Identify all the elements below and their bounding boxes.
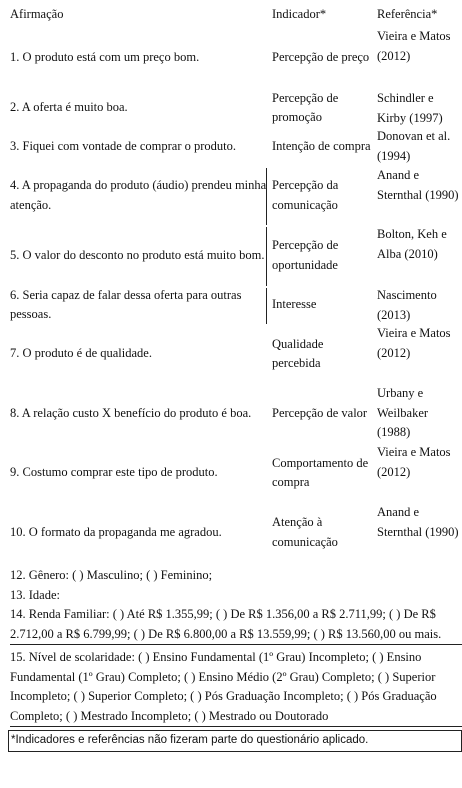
row-statement: 10. O formato da propaganda me agradou. — [10, 524, 222, 539]
row-indicator: Comportamento de compra — [272, 455, 369, 489]
row-indicator: Percepção de oportunidade — [272, 238, 339, 272]
row-reference: Bolton, Keh e Alba (2010) — [377, 227, 447, 261]
extra-questions — [10, 566, 458, 752]
question-age: 13. Idade: — [10, 587, 60, 602]
table-row — [10, 127, 458, 166]
table-body — [10, 27, 458, 562]
table-row — [10, 225, 458, 286]
row-indicator: Percepção de promoção — [272, 90, 339, 124]
row-statement: 1. O produto está com um preço bom. — [10, 50, 200, 65]
row-indicator: Percepção da comunicação — [272, 178, 339, 212]
row-indicator: Intenção de compra — [272, 138, 371, 153]
table-row — [10, 89, 458, 127]
row-reference: Schindler e Kirby (1997) — [377, 91, 443, 125]
row-statement: 8. A relação custo X benefício do produto é boa. — [10, 405, 252, 420]
questionnaire-table — [10, 5, 458, 752]
row-statement: 4. A propaganda do produto (áudio) prendeu minha atenção. — [10, 178, 267, 212]
table-row — [10, 503, 458, 562]
column-divider — [266, 227, 267, 286]
row-statement: 3. Fiquei com vontade de comprar o produto. — [10, 138, 236, 153]
row-reference: Vieira e Matos (2012) — [377, 29, 451, 63]
row-statement: 9. Costumo comprar este tipo de produto. — [10, 465, 218, 480]
row-indicator: Percepção de valor — [272, 405, 368, 420]
row-reference: Urbany e Weilbaker (1988) — [377, 386, 429, 439]
row-statement: 6. Seria capaz de falar dessa oferta para outras pessoas. — [10, 287, 242, 321]
row-reference: Anand e Sternthal (1990) — [377, 505, 459, 539]
row-statement: 7. O produto é de qualidade. — [10, 346, 152, 361]
row-indicator: Qualidade percebida — [272, 336, 324, 370]
header-indicator: Indicador* — [272, 7, 327, 21]
header-reference: Referência* — [377, 7, 438, 21]
row-reference: Anand e Sternthal (1990) — [377, 168, 459, 202]
question-gender: 12. Gênero: ( ) Masculino; ( ) Feminino; — [10, 568, 213, 582]
row-reference: Vieira e Matos (2012) — [377, 445, 451, 479]
question-education: 15. Nível de scolaridade: ( ) Ensino Fundamental (1º Grau) Incompleto; ( ) Ensino Fundamental (1º Grau) Completo; ( ) Ensino Médio (2º Grau) Completo; ( ) Superior Incompleto; ( ) Superior Completo; ( ) Pós Graduação Incompleto; ( ) Pós Graduação Completo; ( ) Mestrado Incompleto; ( ) Mestrado ou Doutorado — [10, 650, 437, 723]
row-statement: 2. A oferta é muito boa. — [10, 100, 128, 115]
row-indicator: Percepção de preço — [272, 50, 370, 65]
table-header — [10, 5, 458, 27]
row-indicator: Interesse — [272, 297, 317, 312]
header-statement: Afirmação — [10, 7, 64, 21]
row-indicator: Atenção à comunicação — [272, 515, 338, 549]
row-reference: Donovan et al. (1994) — [377, 129, 451, 163]
table-row — [10, 384, 458, 443]
footnote: *Indicadores e referências não fizeram parte do questionário aplicado. — [11, 734, 369, 746]
row-reference: Vieira e Matos (2012) — [377, 326, 451, 360]
column-divider — [266, 168, 267, 225]
table-row — [10, 286, 458, 324]
table-row — [10, 166, 458, 225]
row-statement: 5. O valor do desconto no produto está muito bom. — [10, 247, 265, 262]
table-row — [10, 443, 458, 503]
table-row — [10, 27, 458, 89]
column-divider — [266, 288, 267, 324]
row-reference: Nascimento (2013) — [377, 288, 437, 322]
table-row — [10, 324, 458, 384]
question-income: 14. Renda Familiar: ( ) Até R$ 1.355,99; ( ) De R$ 1.356,00 a R$ 2.711,99; ( ) De R$ 2.712,00 a R$ 6.799,99; ( ) De R$ 6.800,00 a R$ 13.559,99; ( ) R$ 13.560,00 ou mais. — [10, 607, 442, 641]
